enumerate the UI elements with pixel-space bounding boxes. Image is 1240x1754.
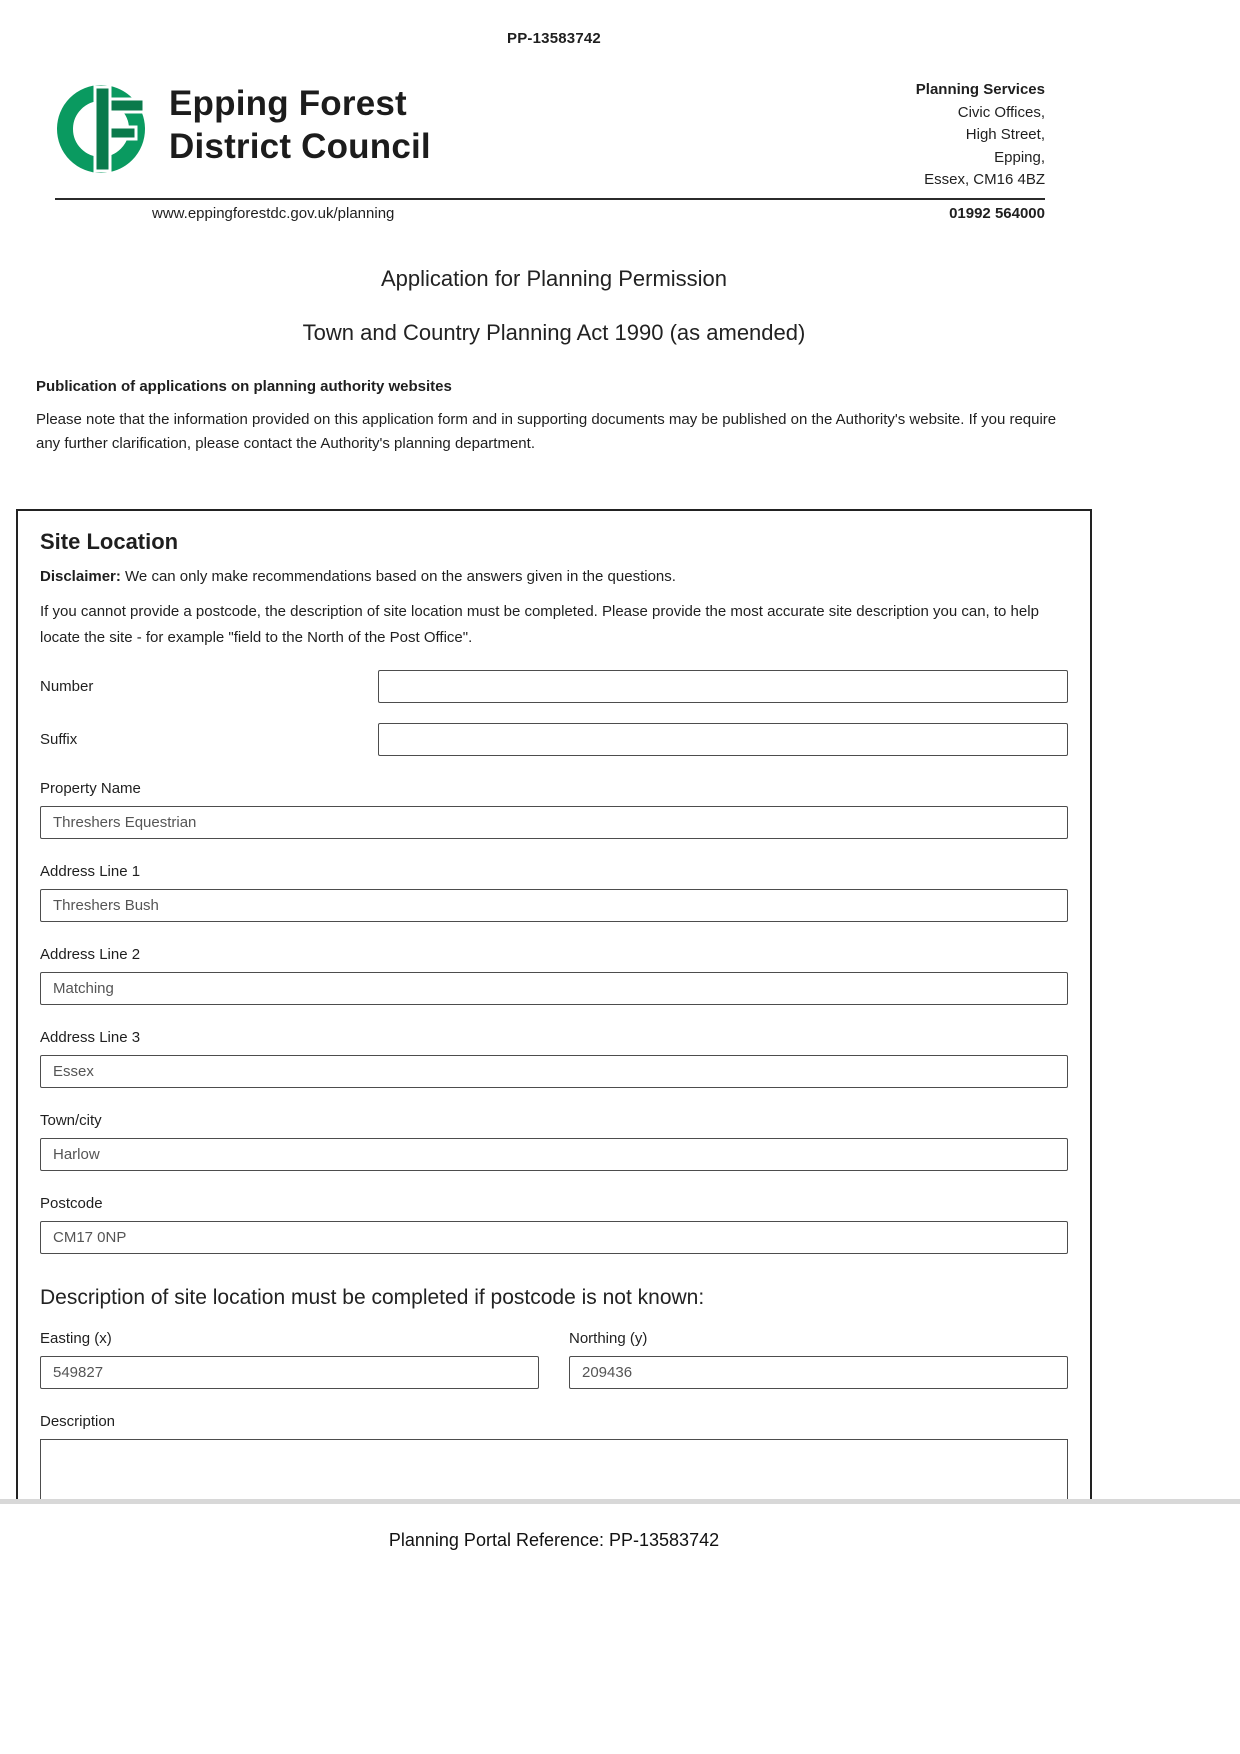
page-subtitle: Town and Country Planning Act 1990 (as amended): [302, 319, 806, 345]
northing-input[interactable]: [569, 1356, 1068, 1389]
postcode-note: If you cannot provide a postcode, the description of site location must be completed. Please provide the most accurate site description you can, to help locate the site - for example "field to the North of the Post Office".: [40, 603, 1039, 646]
header-divider: [55, 198, 1045, 200]
contact-block: [916, 79, 1045, 192]
address-line-1-label: Address Line 1: [40, 863, 141, 880]
council-name: [169, 83, 431, 168]
description-input[interactable]: [40, 1439, 1068, 1499]
field-easting: [40, 1330, 539, 1389]
description-label: Description: [40, 1413, 116, 1430]
site-location-section: [16, 509, 1092, 1499]
page-edge-band: [0, 1499, 1240, 1504]
phone-number: 01992 564000: [949, 204, 1045, 222]
town-city-label: Town/city: [40, 1112, 102, 1129]
field-suffix: [40, 723, 1068, 756]
postcode-input[interactable]: [40, 1221, 1068, 1254]
header: [55, 77, 1045, 192]
contact-line: Civic Offices,: [957, 103, 1045, 121]
easting-label: Easting (x): [40, 1330, 112, 1347]
address-line-3-label: Address Line 3: [40, 1029, 141, 1046]
number-label: Number: [40, 678, 94, 695]
northing-label: Northing (y): [569, 1330, 648, 1347]
disclaimer: [40, 568, 1068, 585]
postcode-label: Postcode: [40, 1195, 103, 1212]
address-line-2-input[interactable]: [40, 972, 1068, 1005]
section-title: Site Location: [40, 529, 179, 554]
address-line-2-label: Address Line 2: [40, 946, 141, 963]
contact-line: High Street,: [965, 126, 1045, 143]
address-line-3-input[interactable]: [40, 1055, 1068, 1088]
footer-reference: Planning Portal Reference: PP-13583742: [388, 1530, 720, 1550]
field-number: [40, 670, 1068, 703]
contact-line: Essex, CM16 4BZ: [924, 171, 1045, 188]
contact-line: Epping,: [994, 148, 1045, 166]
field-address-line-2: [40, 946, 1068, 1005]
field-address-line-1: [40, 863, 1068, 922]
field-town-city: [40, 1112, 1068, 1171]
suffix-input[interactable]: [378, 723, 1068, 756]
easting-input[interactable]: [40, 1356, 539, 1389]
field-postcode: [40, 1195, 1068, 1254]
suffix-label: Suffix: [40, 731, 78, 748]
field-address-line-3: [40, 1029, 1068, 1088]
publication-body: Please note that the information provided on this application form and in supporting documents may be published on the Authority's website. If you require any further clarification, please contact the Authority's planning department.: [36, 410, 1057, 453]
disclaimer-text: We can only make recommendations based on the answers given in the questions.: [125, 568, 676, 585]
council-brand: [55, 77, 431, 181]
town-city-input[interactable]: [40, 1138, 1068, 1171]
field-property-name: [40, 780, 1068, 839]
number-input[interactable]: [378, 670, 1068, 703]
council-name-line1: Epping Forest: [169, 84, 407, 123]
header-bottom: [55, 205, 1045, 222]
coordinates-row: [40, 1330, 1068, 1389]
property-name-input[interactable]: [40, 806, 1068, 839]
field-northing: [569, 1330, 1068, 1389]
page-title: Application for Planning Permission: [380, 265, 728, 291]
contact-title: Planning Services: [915, 81, 1045, 98]
description-requirement-heading: Description of site location must be completed if postcode is not known:: [40, 1286, 705, 1309]
application-reference: PP-13583742: [507, 30, 601, 47]
field-description: [40, 1413, 1068, 1499]
disclaimer-label: Disclaimer:: [40, 568, 121, 585]
efdc-logo-icon: [55, 77, 155, 181]
council-name-line2: District Council: [169, 126, 431, 166]
address-line-1-input[interactable]: [40, 889, 1068, 922]
publication-heading: Publication of applications on planning authority websites: [36, 377, 452, 395]
council-website-link[interactable]: www.eppingforestdc.gov.uk/planning: [152, 204, 395, 222]
property-name-label: Property Name: [40, 780, 141, 797]
